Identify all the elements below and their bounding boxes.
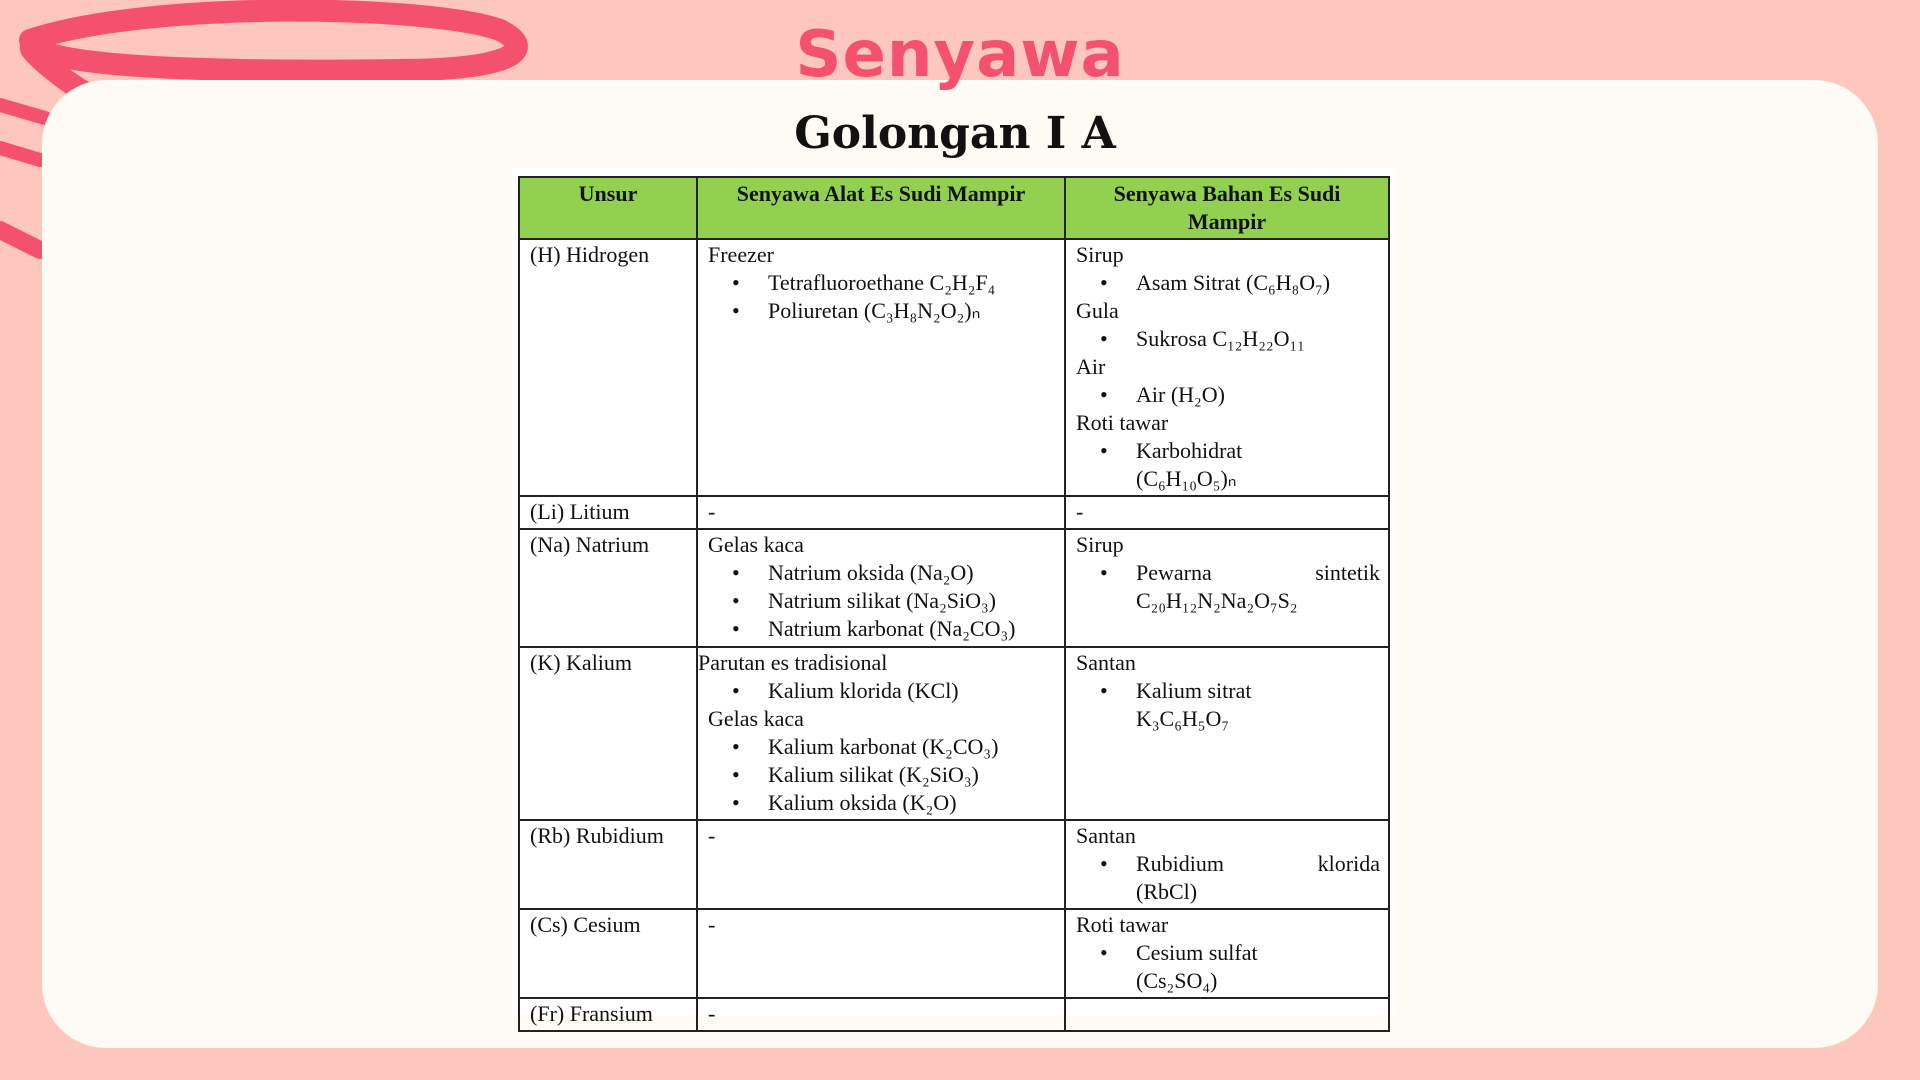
list-item: • Kalium sitrat [1136,677,1380,705]
header-alat: Senyawa Alat Es Sudi Mampir [697,177,1065,239]
table-row [519,998,1389,1031]
list-item: • Sukrosa C₁₂H₂₂O₁₁ [1136,325,1380,353]
list-item-continuation: (C₆H₁₀O₅)ₙ [1136,466,1237,491]
list-item [1136,559,1380,587]
compound-list [708,269,1056,325]
compound-table [518,176,1390,1032]
compound-list [1076,269,1380,297]
table-row [519,647,1389,820]
cell-unsur: (Li) Litium [519,496,697,529]
cell-alat [697,647,1065,820]
compound-list [708,677,1056,705]
cell-bahan [1065,820,1389,909]
group-label: Gelas kaca [708,706,804,731]
table-row [519,909,1389,998]
cell-alat: - [697,909,1065,998]
list-item-continuation: K₃C₆H₅O₇ [1136,706,1230,731]
compound-list [1076,437,1380,493]
header-unsur: Unsur [519,177,697,239]
compound-list [1076,325,1380,353]
cell-unsur: (Fr) Fransium [519,998,697,1031]
list-item: • Kalium silikat (K₂SiO₃) [768,761,1056,789]
list-item [1136,850,1380,878]
list-item-continuation: C₂₀H₁₂N₂Na₂O₇S₂ [1136,588,1298,613]
cell-alat [697,239,1065,496]
list-item: • Air (H₂O) [1136,381,1380,409]
list-item: • Natrium karbonat (Na₂CO₃) [768,615,1056,643]
cell-bahan [1065,529,1389,647]
cell-alat [697,529,1065,647]
cell-bahan [1065,239,1389,496]
list-item: • Kalium klorida (KCl) [768,677,1056,705]
table-row [519,820,1389,909]
group-label: Sirup [1076,532,1124,557]
list-item: • Kalium oksida (K₂O) [768,789,1056,817]
group-label: Gelas kaca [708,532,804,557]
list-item: • Natrium silikat (Na₂SiO₃) [768,587,1056,615]
list-item-word: • Pewarna [1136,560,1212,585]
list-item: • Cesium sulfat [1136,939,1380,967]
group-label: Air [1076,354,1106,379]
list-item-continuation: (Cs₂SO₄) [1136,968,1218,993]
group-label: Parutan es tradisional [698,650,888,675]
compound-list [1076,677,1380,733]
page-title: Senyawa [795,18,1125,92]
list-item: • Poliuretan (C₃H₈N₂O₂)ₙ [768,297,1056,325]
group-label: Gula [1076,298,1119,323]
table-container [512,168,1396,1026]
list-item-word: sintetik [1315,560,1380,585]
compound-list [708,559,1056,643]
list-item: • Karbohidrat [1136,437,1380,465]
list-item-continuation: (RbCl) [1136,879,1198,904]
compound-list [1076,381,1380,409]
list-item: • Kalium karbonat (K₂CO₃) [768,733,1056,761]
compound-list [1076,850,1380,906]
cell-unsur: (Rb) Rubidium [519,820,697,909]
list-item: • Asam Sitrat (C₆H₈O₇) [1136,269,1380,297]
cell-unsur: (Cs) Cesium [519,909,697,998]
header-bahan: Senyawa Bahan Es Sudi Mampir [1065,177,1389,239]
group-label: Santan [1076,650,1136,675]
table-row [519,496,1389,529]
cell-alat: - [697,496,1065,529]
cell-unsur: (H) Hidrogen [519,239,697,496]
cell-unsur: (K) Kalium [519,647,697,820]
compound-list [1076,559,1380,615]
cell-alat: - [697,998,1065,1031]
compound-list [1076,939,1380,995]
cell-bahan [1065,998,1389,1031]
cell-alat: - [697,820,1065,909]
cell-unsur: (Na) Natrium [519,529,697,647]
cell-bahan: - [1065,496,1389,529]
table-header-row [519,177,1389,239]
list-item-word: • Rubidium [1136,851,1225,876]
group-label: Roti tawar [1076,410,1169,435]
compound-list [708,733,1056,817]
list-item: • Natrium oksida (Na₂O) [768,559,1056,587]
table-row [519,529,1389,647]
page-subtitle: Golongan I A [794,108,1116,159]
group-label: Santan [1076,823,1136,848]
cell-bahan [1065,647,1389,820]
list-item: • Tetrafluoroethane C₂H₂F₄ [768,269,1056,297]
group-label: Freezer [708,242,774,267]
table-row [519,239,1389,496]
group-label: Sirup [1076,242,1124,267]
group-label: Roti tawar [1076,912,1169,937]
list-item-word: klorida [1317,851,1380,876]
cell-bahan [1065,909,1389,998]
